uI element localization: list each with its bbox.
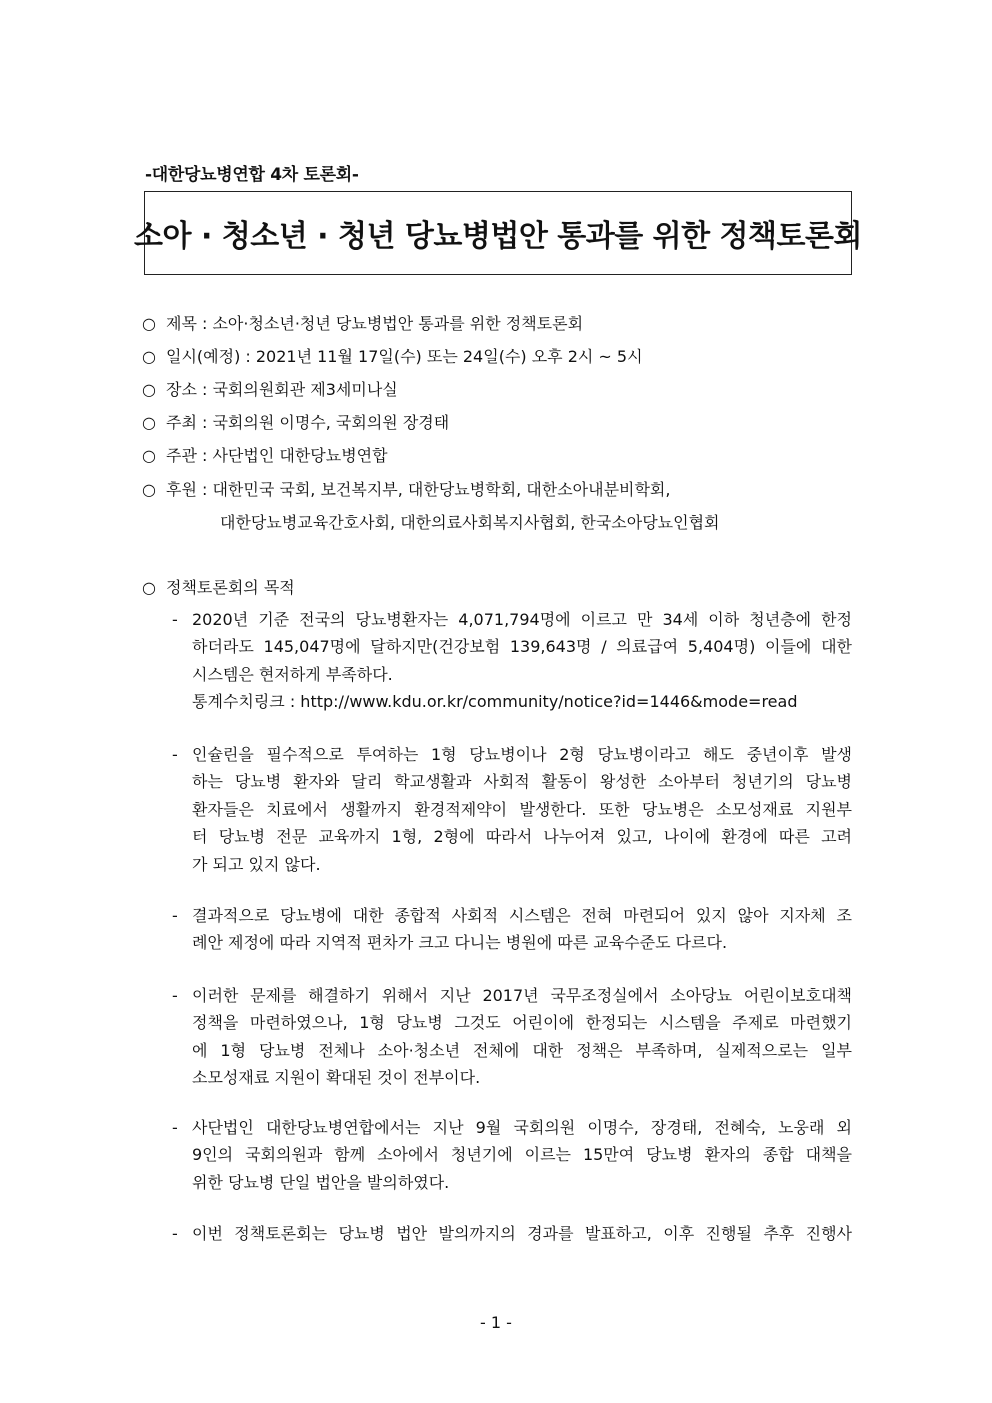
circle-bullet-icon: ○ (142, 480, 156, 499)
paragraph-line: 소모성재료 지원이 확대된 것이 전부이다. (192, 1068, 481, 1088)
document-title: 소아 · 청소년 · 청년 당뇨병법안 통과를 위한 정책토론회 (134, 219, 862, 254)
info-text: 일시(예정) : 2021년 11월 17일(수) 또는 24일(수) 오후 2시 ~ 5시 (166, 347, 643, 366)
circle-bullet-icon: ○ (142, 446, 156, 465)
info-item-sponsor (142, 477, 670, 500)
paragraph-line: 이러한 문제를 해결하기 위해서 지난 2017년 국무조정실에서 소아당뇨 어린이보호대책 (192, 986, 852, 1005)
paragraph-6 (172, 1220, 852, 1247)
paragraph-3 (172, 902, 852, 957)
info-item-host (142, 410, 449, 433)
circle-bullet-icon: ○ (142, 380, 156, 399)
dash-bullet-icon: - (172, 986, 178, 1005)
info-text: 주최 : 국회의원 이명수, 국회의원 장경태 (166, 413, 450, 432)
dash-bullet-icon: - (172, 745, 178, 764)
info-item-venue (142, 377, 398, 400)
info-item-organizer (142, 443, 388, 466)
section-purpose-heading (142, 575, 295, 598)
paragraph-line: 2020년 기준 전국의 당뇨병환자는 4,071,794명에 이르고 만 34세 이하 청년층에 한정 (192, 610, 852, 629)
dash-bullet-icon: - (172, 906, 178, 925)
paragraph-2 (172, 741, 852, 878)
paragraph-line: 인슐린을 필수적으로 투여하는 1형 당뇨병이나 2형 당뇨병이라고 해도 중년이후 발생 (192, 745, 852, 764)
paragraph-line: 정책을 마련하였으나, 1형 당뇨병 그것도 어린이에 한정되는 시스템을 주제로 마련했기 (192, 1013, 852, 1033)
paragraph-line: 하더라도 145,047명에 달하지만(건강보험 139,643명 / 의료급여 5,404명) 이들에 대한 (192, 637, 852, 657)
paragraph-line: 결과적으로 당뇨병에 대한 종합적 사회적 시스템은 전혀 마련되어 있지 않아 지자체 조 (192, 906, 852, 925)
circle-bullet-icon: ○ (142, 413, 156, 432)
paragraph-line: 이번 정책토론회는 당뇨병 법안 발의까지의 경과를 발표하고, 이후 진행될 추후 진행사 (192, 1224, 852, 1243)
paragraph-line: 위한 당뇨병 단일 법안을 발의하였다. (192, 1172, 450, 1192)
circle-bullet-icon: ○ (142, 578, 156, 597)
paragraph-line: 9인의 국회의원과 함께 소아에서 청년기에 이르는 15만여 당뇨병 환자의 종합 대책을 (192, 1145, 852, 1165)
circle-bullet-icon: ○ (142, 347, 156, 366)
info-item-subject (142, 311, 583, 334)
section-title: 정책토론회의 목적 (166, 578, 295, 597)
info-sponsor-continued: 대한당뇨병교육간호사회, 대한의료사회복지사협회, 한국소아당뇨인협회 (220, 513, 720, 532)
info-text: 제목 : 소아·청소년·청년 당뇨병법안 통과를 위한 정책토론회 (166, 314, 584, 333)
info-item-datetime (142, 344, 643, 367)
page-number: - 1 - (480, 1313, 512, 1332)
paragraph-line: 하는 당뇨병 환자와 달리 학교생활과 사회적 활동이 왕성한 소아부터 청년기의 당뇨병 (192, 772, 852, 792)
paragraph-line: 례안 제정에 따라 지역적 편차가 크고 다니는 병원에 따른 교육수준도 다르다. (192, 933, 728, 953)
paragraph-4 (172, 982, 852, 1092)
title-box (134, 191, 862, 275)
info-text: 후원 : 대한민국 국회, 보건복지부, 대한당뇨병학회, 대한소아내분비학회, (166, 480, 671, 499)
statistics-link: 통계수치링크 : http://www.kdu.or.kr/community/notice?id=1446&mode=read (192, 692, 798, 712)
paragraph-5 (172, 1114, 852, 1196)
paragraph-line: 에 1형 당뇨병 전체나 소아·청소년 전체에 대한 정책은 부족하며, 실제적으로는 일부 (192, 1040, 852, 1060)
info-text: 주관 : 사단법인 대한당뇨병연합 (166, 446, 388, 465)
paragraph-line: 시스템은 현저하게 부족하다. (192, 664, 393, 684)
dash-bullet-icon: - (172, 1224, 178, 1243)
paragraph-line: 가 되고 있지 않다. (192, 854, 321, 874)
dash-bullet-icon: - (172, 610, 178, 629)
paragraph-1 (172, 606, 852, 716)
paragraph-line: 환자들은 치료에서 생활까지 환경적제약이 발생한다. 또한 당뇨병은 소모성재료 지원부 (192, 799, 852, 819)
paragraph-line: 사단법인 대한당뇨병연합에서는 지난 9월 국회의원 이명수, 장경태, 전혜숙, 노웅래 외 (192, 1118, 852, 1137)
circle-bullet-icon: ○ (142, 314, 156, 333)
document-subtitle: -대한당뇨병연합 4차 토론회- (145, 165, 359, 185)
dash-bullet-icon: - (172, 1118, 178, 1137)
paragraph-line: 터 당뇨병 전문 교육까지 1형, 2형에 따라서 나누어져 있고, 나이에 환경에 따른 고려 (192, 827, 852, 847)
info-text: 장소 : 국회의원회관 제3세미나실 (166, 380, 398, 399)
